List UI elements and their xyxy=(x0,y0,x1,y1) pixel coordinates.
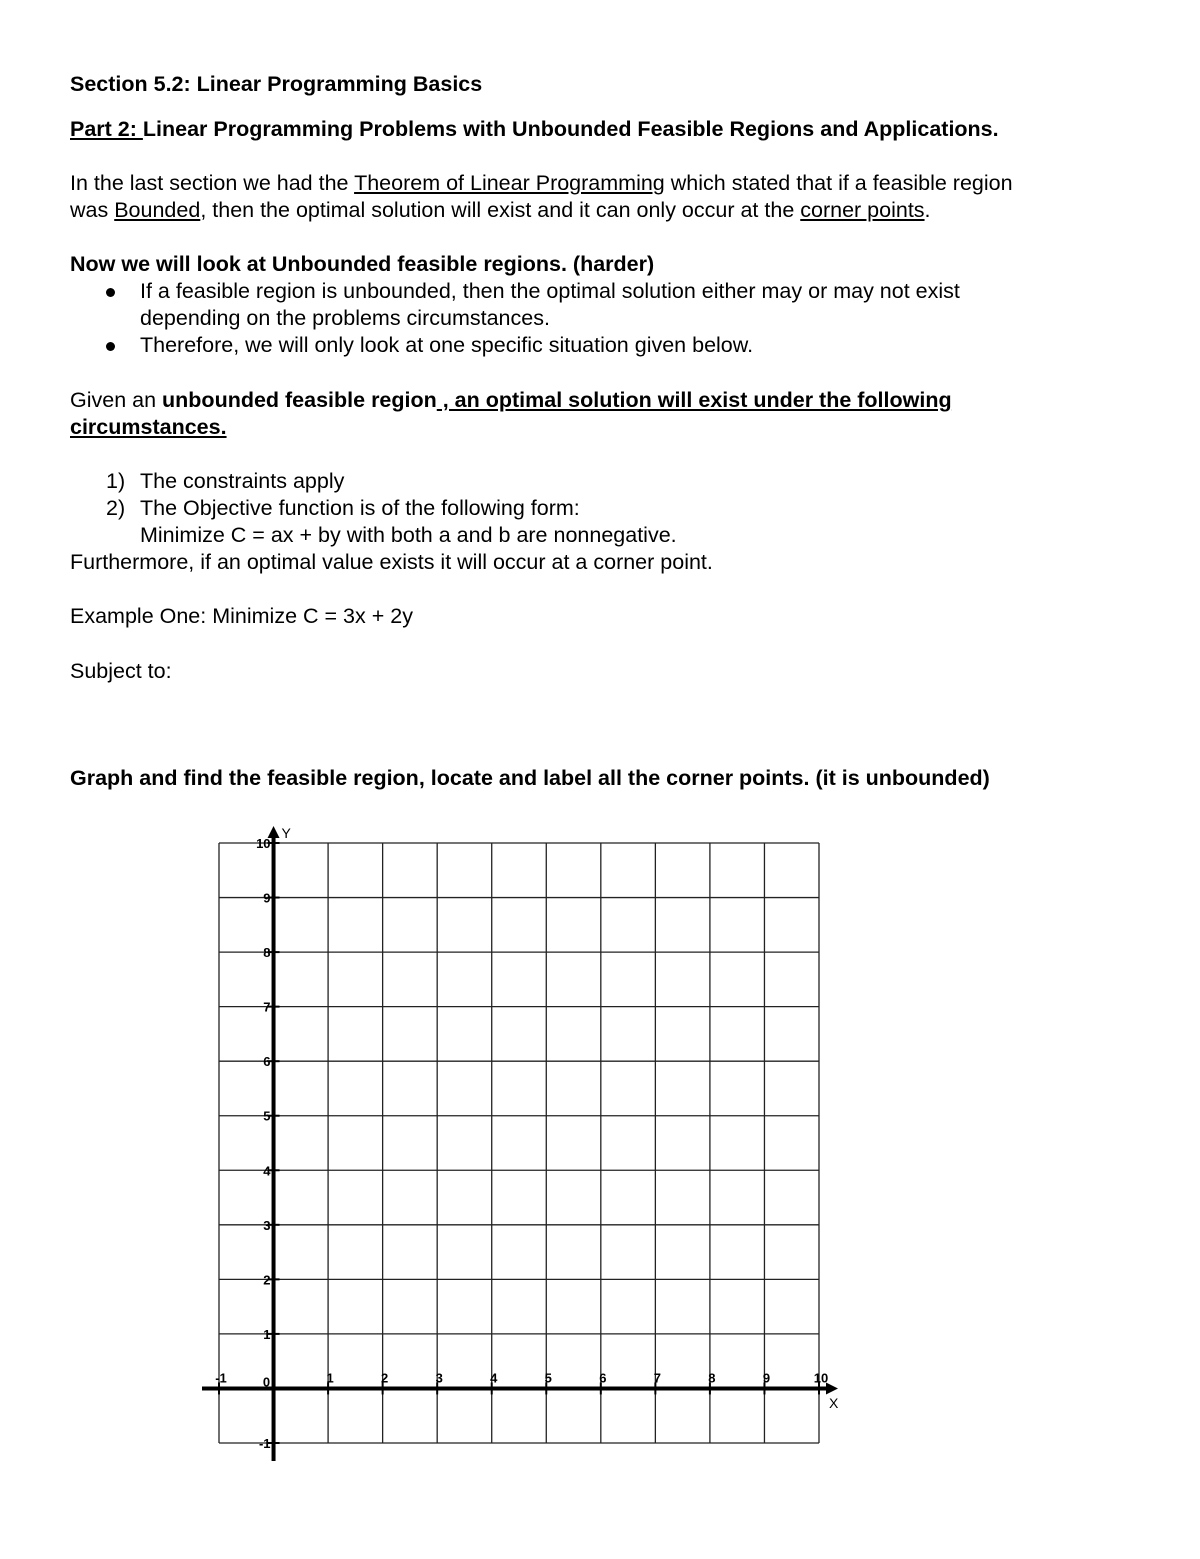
x-tick-label: 4 xyxy=(490,1370,498,1386)
given-condition: , an optimal solution will exist under the following xyxy=(436,388,952,412)
intro-text: which stated that if a feasible region xyxy=(664,171,1013,195)
part-label: Part 2: xyxy=(70,117,143,141)
list-number: 1) xyxy=(106,469,126,493)
x-tick-label: 8 xyxy=(708,1370,716,1386)
theorem-term: Theorem of Linear Programming xyxy=(354,171,665,195)
y-tick-label: 9 xyxy=(263,890,271,906)
y-tick-label: 1 xyxy=(263,1326,271,1342)
x-tick-label: 9 xyxy=(762,1370,771,1386)
bullet-text: Therefore, we will only look at one specific situation given below. xyxy=(140,333,754,357)
given-line-2: circumstances. xyxy=(70,415,227,439)
furthermore-text: Furthermore, if an optimal value exists it will occur at a corner point. xyxy=(70,550,713,574)
intro-text: In the last section we had the xyxy=(70,171,355,195)
x-tick-label: 2 xyxy=(381,1370,389,1386)
condition-detail: Minimize C = ax + by with both a and b are nonnegative. xyxy=(140,523,677,547)
section-title: Section 5.2: Linear Programming Basics xyxy=(70,72,483,96)
x-tick-label: 6 xyxy=(599,1370,607,1386)
example-statement: Example One: Minimize C = 3x + 2y xyxy=(70,604,413,628)
list-number: 2) xyxy=(106,496,126,520)
subject-to-label: Subject to: xyxy=(70,659,172,683)
intro-text: . xyxy=(924,198,931,222)
corner-points-term: corner points xyxy=(800,198,925,222)
x-tick-label: 1 xyxy=(326,1370,334,1386)
x-tick-label: 10 xyxy=(813,1370,829,1386)
condition-text: The Objective function is of the following form: xyxy=(140,496,580,520)
x-tick-label: 7 xyxy=(653,1370,661,1386)
y-tick-label: 7 xyxy=(263,999,271,1015)
y-tick-label: -1 xyxy=(258,1436,271,1451)
y-tick-label: 10 xyxy=(256,836,271,851)
unbounded-heading: Now we will look at Unbounded feasible regions. (harder) xyxy=(70,252,655,276)
bullet-text: depending on the problems circumstances. xyxy=(140,306,550,330)
intro-text: , then the optimal solution will exist and it can only occur at the xyxy=(200,198,801,222)
bounded-term: Bounded xyxy=(114,198,201,222)
y-axis-label: Y xyxy=(281,825,291,841)
y-tick-label: 2 xyxy=(263,1272,271,1288)
x-tick-label: 5 xyxy=(544,1370,552,1386)
condition-text: The constraints apply xyxy=(140,469,345,493)
bullet-text: If a feasible region is unbounded, then the optimal solution either may or may not exist xyxy=(140,279,960,303)
intro-text: was xyxy=(70,198,115,222)
given-text: Given an xyxy=(70,388,163,412)
y-tick-label: 8 xyxy=(263,945,271,961)
x-axis-label: X xyxy=(829,1395,839,1411)
x-tick-label: 0 xyxy=(262,1374,271,1390)
graph-instruction: Graph and find the feasible region, locate and label all the corner points. (it is unbounded) xyxy=(70,766,990,790)
y-tick-label: 6 xyxy=(263,1054,271,1070)
x-tick-label: 3 xyxy=(435,1370,443,1386)
y-tick-label: 5 xyxy=(263,1108,271,1124)
x-tick-label: -1 xyxy=(215,1370,227,1386)
part-title: Linear Programming Problems with Unbounded Feasible Regions and Applications. xyxy=(142,117,999,141)
y-tick-label: 3 xyxy=(263,1217,271,1233)
given-bold-term: unbounded feasible region xyxy=(162,388,437,412)
y-tick-label: 4 xyxy=(263,1163,271,1179)
